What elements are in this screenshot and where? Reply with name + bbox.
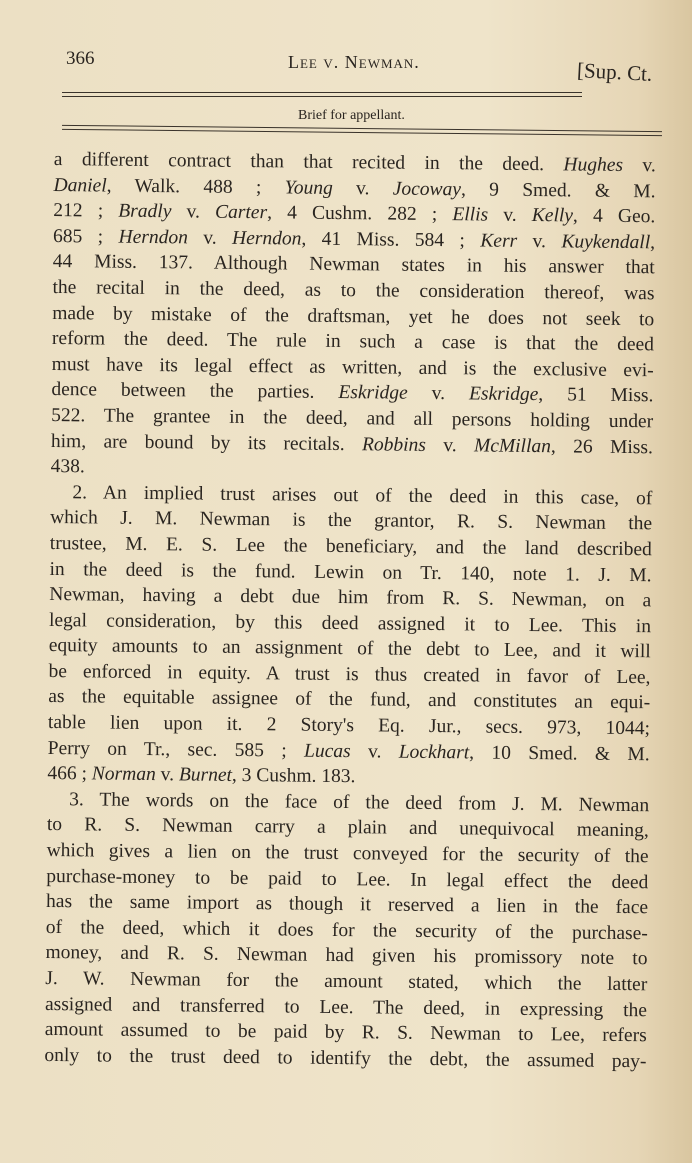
text-segment: 44 Miss. 137. Although Newman states in his answer that	[52, 251, 655, 279]
text-segment: , 3 Cushm. 183.	[231, 765, 356, 788]
header-rule	[62, 96, 582, 97]
text-segment: v.	[622, 154, 656, 177]
text-segment: 466 ;	[47, 763, 92, 785]
text-segment: made by mistake of the draftsman, yet he does not seek to	[52, 302, 655, 330]
case-name: Lucas	[303, 740, 351, 762]
text-segment: , 4 Geo.	[572, 205, 656, 228]
text-segment: of the deed, which it does for the security of the purchase-	[45, 916, 648, 945]
text-segment: him, are bound by its recitals.	[50, 430, 363, 455]
case-name: Kerr	[480, 230, 518, 252]
running-header	[0, 44, 692, 86]
text-segment: legal consideration, by this deed assigned it to Lee. This in	[48, 609, 652, 637]
text-segment: v.	[488, 204, 532, 227]
text-segment: , 26 Miss.	[550, 435, 653, 458]
case-name: Kelly	[531, 205, 574, 227]
text-segment: v.	[332, 177, 393, 200]
text-segment: money, and R. S. Newman had given his promissory note to	[45, 942, 648, 970]
page-number: 366	[66, 48, 95, 69]
text-segment: ,	[650, 232, 656, 254]
text-segment: which gives a lien on the trust conveyed for the security of the	[46, 839, 649, 868]
text-segment: , 4 Cushm. 282 ;	[267, 202, 453, 226]
case-name: Eskridge	[338, 382, 408, 405]
case-name: Lockhart	[398, 741, 470, 764]
case-name: Kuykendall	[561, 231, 651, 254]
text-segment: which J. M. Newman is the grantor, R. S. Newman the	[50, 507, 653, 535]
text-segment: has the same import as though it reserved a lien in the face	[45, 891, 649, 919]
case-name: Herndon	[118, 226, 188, 249]
text-segment: in the deed is the fund. Lewin on Tr. 140, note 1. J. M.	[49, 558, 652, 586]
body-text	[44, 147, 656, 1075]
text-segment: v.	[425, 434, 475, 456]
text-segment: v.	[517, 230, 562, 253]
text-segment: 2. An implied trust arises out of the deed in this case, of	[72, 481, 653, 510]
text-segment: v.	[350, 740, 399, 763]
text-segment: , 51 Miss.	[538, 384, 654, 407]
text-segment: trustee, M. E. S. Lee the beneficiary, and the land described	[49, 532, 652, 561]
text-segment: 3. The words on the face of the deed from J. M. Newman	[69, 789, 650, 817]
text-segment: , 41 Miss. 584 ;	[301, 228, 481, 252]
case-name: Bradly	[118, 200, 172, 223]
text-segment: to R. S. Newman carry a plain and unequivocal meaning,	[46, 814, 649, 842]
text-segment: a different contract than that recited in the deed.	[53, 148, 564, 176]
case-name: Daniel	[53, 174, 107, 197]
case-name: Eskridge	[468, 383, 539, 406]
text-segment: Newman, having a debt due him from R. S. Newman, on a	[49, 584, 652, 612]
text-line	[44, 1043, 646, 1075]
case-name: Jocoway	[392, 178, 462, 200]
text-segment: purchase-money to be paid to Lee. In legal effect the deed	[46, 865, 649, 893]
case-title: Lee v. Newman.	[288, 52, 420, 72]
text-segment: the recital in the deed, as to the consideration thereof, was	[52, 276, 655, 305]
text-segment: Perry on Tr., sec. 585 ;	[47, 737, 305, 762]
text-segment: v.	[155, 764, 180, 786]
text-segment: table lien upon it. 2 Story's Eq. Jur., secs. 973, 1044;	[47, 712, 651, 740]
text-segment: v.	[407, 383, 470, 405]
text-segment: J. W. Newman for the amount stated, which the latter	[45, 967, 648, 996]
text-segment: amount assumed to be paid by R. S. Newman to Lee, refers	[44, 1019, 647, 1047]
case-name: Herndon	[231, 227, 302, 250]
case-name: Norman	[91, 763, 156, 786]
text-segment: 438.	[50, 456, 85, 478]
header-rule	[62, 92, 582, 93]
text-segment: dence between the parties.	[51, 379, 339, 404]
text-segment: 685 ;	[52, 225, 119, 248]
text-segment: , 10 Smed. & M.	[469, 742, 650, 765]
text-segment: 212 ;	[53, 200, 119, 222]
case-name: Carter	[214, 201, 268, 224]
text-segment: as the equitable assignee of the fund, and constitutes an equi-	[48, 686, 651, 714]
case-name: Ellis	[452, 204, 489, 226]
case-name: Young	[284, 177, 333, 199]
text-segment: reform the deed. The rule in such a case is that the deed	[51, 328, 655, 356]
text-segment: be enforced in equity. A trust is thus created in favor of Lee,	[48, 660, 651, 689]
subheading: Brief for appellant.	[298, 108, 405, 123]
text-segment: v.	[187, 227, 233, 249]
case-name: Robbins	[361, 433, 427, 456]
court-label: [Sup. Ct.	[576, 58, 653, 86]
text-segment: only to the trust deed to identify the debt, the assumed pay-	[44, 1044, 647, 1073]
text-segment: assigned and transferred to Lee. The deed, in expressing the	[44, 993, 648, 1021]
text-segment: v.	[171, 201, 216, 223]
text-segment: , 9 Smed. & M.	[460, 178, 656, 202]
text-segment: 522. The grantee in the deed, and all persons holding under	[51, 404, 654, 433]
case-name: McMillan	[473, 434, 552, 457]
text-segment: , Walk. 488 ;	[106, 175, 285, 199]
case-name: Hughes	[563, 154, 624, 176]
case-name: Burnet	[178, 764, 233, 787]
text-segment: equity amounts to an assignment of the debt to Lee, and it will	[48, 635, 651, 663]
text-segment: must have its legal effect as written, and is the exclusive evi-	[51, 353, 654, 382]
